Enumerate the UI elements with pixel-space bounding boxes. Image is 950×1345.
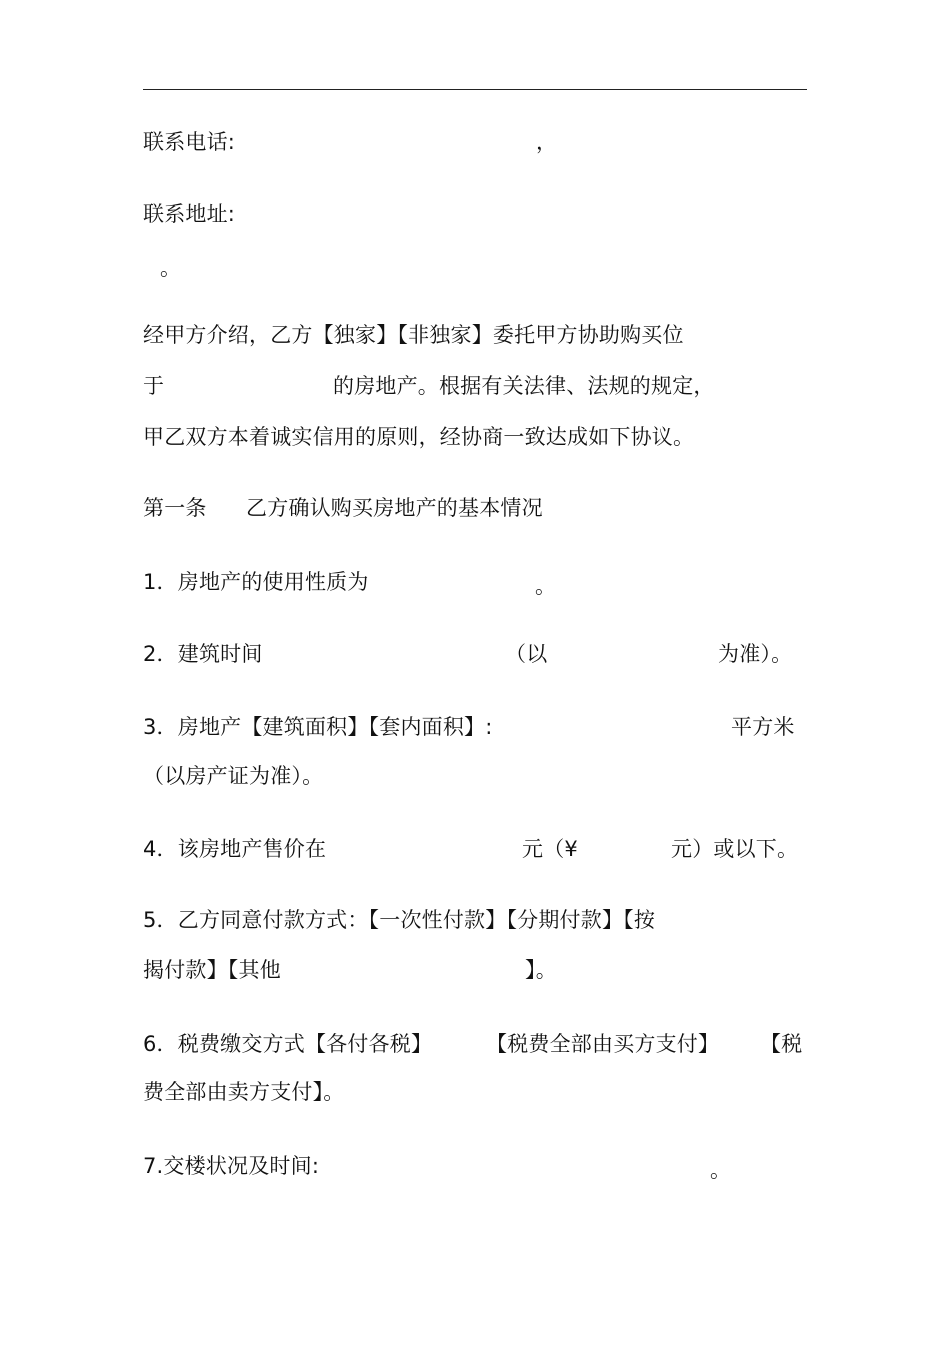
item-3-note: （以房产证为准）。 [143,764,324,788]
item-7-text: 7.交楼状况及时间: [143,1154,320,1178]
phone-label: 联系电话: [143,130,236,154]
intro-line-3: 甲乙双方本着诚实信用的原则，经协商一致达成如下协议。 [143,425,695,449]
article-title: 乙方确认购买房地产的基本情况 [246,496,543,520]
item-2-basis: （以 [505,642,548,666]
address-end: 。 [160,256,182,280]
item-3-text: 3．房地产【建筑面积】【套内面积】: [143,715,493,739]
address-label: 联系地址: [143,202,236,226]
item-4-text: 4．该房地产售价在 [143,837,327,861]
item-4-yuan: 元（¥ [522,837,578,861]
item-4-end: 元）或以下。 [671,837,799,861]
item-1-text: 1．房地产的使用性质为 [143,570,369,594]
item-6-tail: 【税 [760,1032,803,1056]
intro-line-1: 经甲方介绍，乙方【独家】【非独家】委托甲方协助购买位 [143,323,684,347]
item-6-text: 6．税费缴交方式【各付各税】 [143,1032,433,1056]
item-2-text: 2．建筑时间 [143,642,263,666]
article-number: 第一条 [143,496,207,520]
item-6-line-2: 费全部由卖方支付】。 [143,1080,345,1104]
item-1-end: 。 [535,574,557,598]
header-rule [143,89,807,90]
item-5-end: 】。 [525,958,557,982]
intro-line-2a: 于 [143,374,165,398]
item-5-line-2: 揭付款】【其他 [143,958,281,982]
item-7-end: 。 [710,1158,732,1182]
item-3-unit: 平方米 [731,715,795,739]
intro-line-2b: 的房地产。根据有关法律、法规的规定， [333,374,715,398]
item-2-end: 为准）。 [718,642,793,666]
item-5-line-1: 5．乙方同意付款方式：【一次性付款】【分期付款】【按 [143,908,656,932]
item-6-buyer: 【税费全部由买方支付】 [486,1032,720,1056]
phone-comma: ， [536,130,558,154]
